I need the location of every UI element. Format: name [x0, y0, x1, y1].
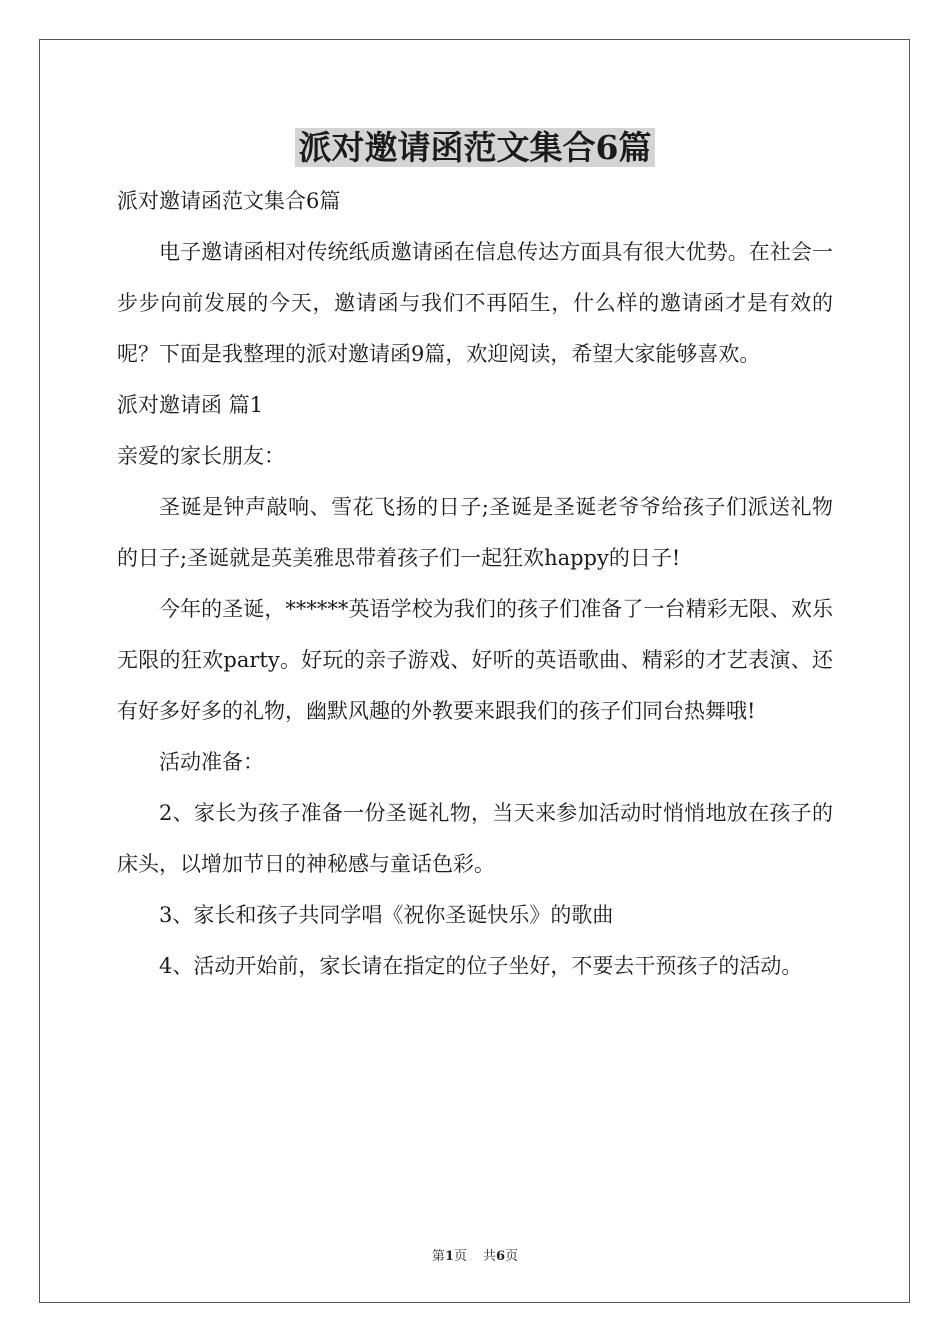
page-number: 1	[444, 1249, 454, 1264]
total-prefix: 共	[483, 1249, 497, 1264]
total-unit: 页	[505, 1249, 519, 1264]
document-title-text: 派对邀请函范文集合6篇	[295, 128, 656, 167]
list-item: 2、家长为孩子准备一份圣诞礼物，当天来参加活动时悄悄地放在孩子的床头，以增加节日的神秘感与童话色彩。	[117, 801, 833, 876]
page-unit: 页	[453, 1249, 467, 1264]
body-paragraph: 今年的圣诞，******英语学校为我们的孩子们准备了一台精彩无限、欢乐无限的狂欢party。好玩的亲子游戏、好听的英语歌曲、精彩的才艺表演、还有好多好多的礼物，幽默风趣的外教要来跟我们的孩子们同台热舞哦!	[117, 597, 833, 723]
intro-paragraph: 电子邀请函相对传统纸质邀请函在信息传达方面具有很大优势。在社会一步步向前发展的今天，邀请函与我们不再陌生，什么样的邀请函才是有效的呢？下面是我整理的派对邀请函9篇，欢迎阅读，希望大家能够喜欢。	[117, 240, 833, 366]
document-body	[117, 176, 833, 992]
page-prefix: 第	[431, 1249, 445, 1264]
salutation: 亲爱的家长朋友：	[117, 444, 285, 468]
list-item: 3、家长和孩子共同学唱《祝你圣诞快乐》的歌曲	[159, 903, 614, 927]
section-heading: 派对邀请函 篇1	[117, 393, 264, 417]
list-item: 4、活动开始前，家长请在指定的位子坐好，不要去干预孩子的活动。	[159, 954, 803, 978]
page-footer	[0, 1247, 950, 1267]
total-pages: 6	[496, 1249, 506, 1264]
activity-prep-heading: 活动准备：	[159, 750, 264, 774]
body-paragraph: 圣诞是钟声敲响、雪花飞扬的日子;圣诞是圣诞老爷爷给孩子们派送礼物的日子;圣诞就是英美雅思带着孩子们一起狂欢happy的日子!	[117, 495, 833, 570]
document-title	[0, 124, 950, 172]
document-subtitle: 派对邀请函范文集合6篇	[117, 189, 341, 213]
